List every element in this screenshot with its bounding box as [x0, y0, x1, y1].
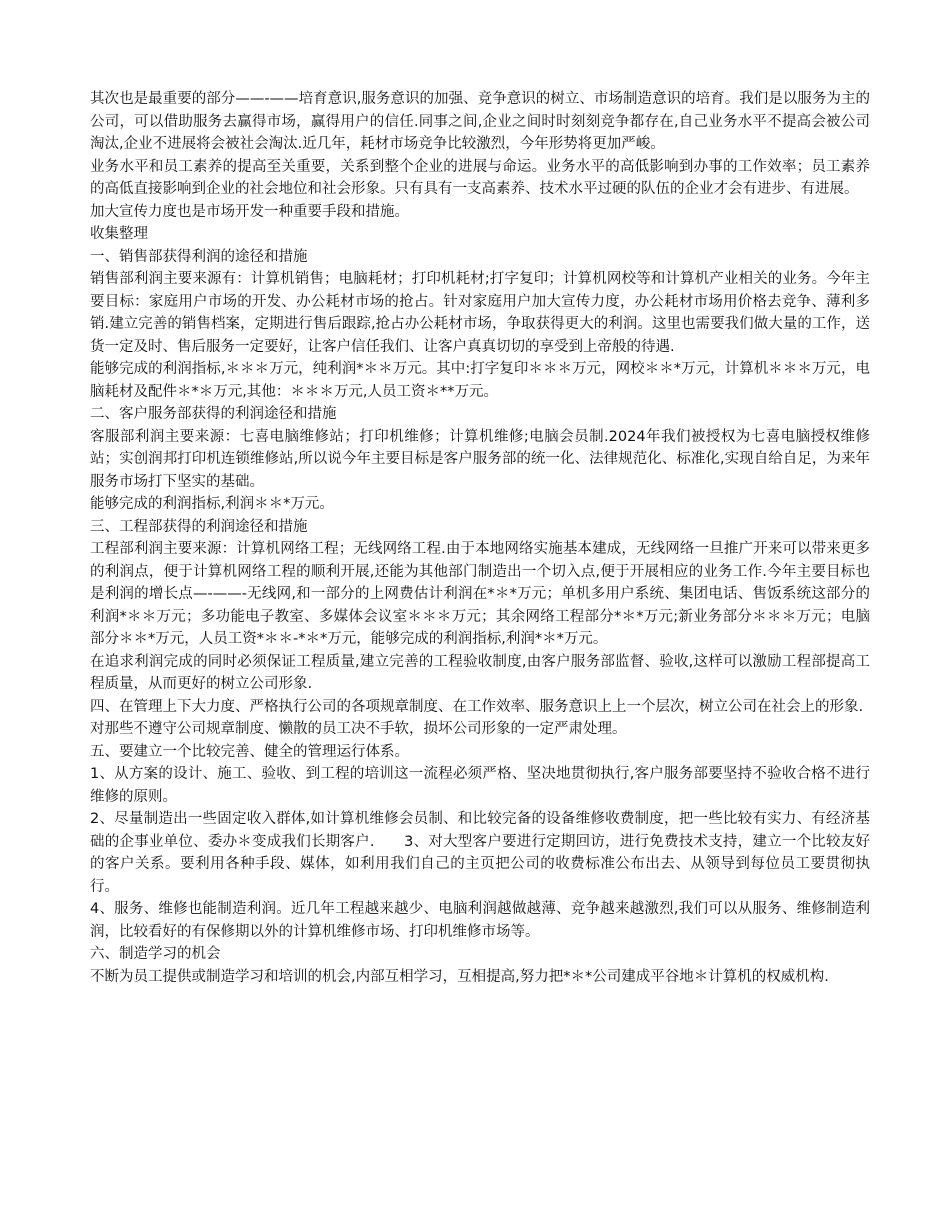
paragraph-staff-quality: 业务水平和员工素养的提高至关重要，关系到整个企业的进展与命运。业务水平的高低影响到办事的工作效率；员工素养的高低直接影响到企业的社会地位和社会形象。只有具有一支高素养、技术水平过硬的队伍的企业才会有进步、有进展。	[90, 158, 870, 197]
paragraph-publicity: 加大宣传力度也是市场开发一种重要手段和措施。	[90, 203, 409, 220]
heading-management-system: 五、要建立一个比较完善、健全的管理运行体系。	[90, 743, 409, 760]
paragraph-sales-targets: 能够完成的利润指标,＊＊＊万元，纯利润*＊＊万元。其中:打字复印＊＊＊万元，网校＊＊*万元，计算机＊＊＊万元，电脑耗材及配件＊*＊万元,其他：＊＊＊万元,人员工资＊**万元。	[90, 361, 870, 400]
list-item-4: 4、服务、维修也能制造利润。近几年工程越来越少、电脑利润越做越薄、竞争越来越激烈,我们可以从服务、维修制造利润，比较看好的有保修期以外的计算机维修市场、打印机维修市场等。	[90, 901, 870, 940]
paragraph-engineering-quality: 在追求利润完成的同时必须保证工程质量,建立完善的工程验收制度,由客户服务部监督、验收,这样可以激励工程部提高工程质量，从而更好的树立公司形象.	[90, 653, 870, 692]
heading-engineering-dept: 三、工程部获得的利润途径和措施	[90, 518, 308, 535]
heading-service-dept: 二、客户服务部获得的利润途径和措施	[90, 406, 337, 422]
paragraph-learning: 不断为员工提供或制造学习和培训的机会,内部互相学习，互相提高,努力把*＊*公司建成平谷地＊计算机的权威机构.	[90, 968, 829, 985]
paragraph-competition-awareness: 其次也是最重要的部分——-——培育意识,服务意识的加强、竞争意识的树立、市场制造意识的培育。我们是以服务为主的公司，可以借助服务去赢得市场，赢得用户的信任.同事之间,企业之间时时刻刻竞争都存在,自己业务水平不提高会被公司淘汰,企业不进展将会被社会淘汰.近几年，耗材市场竞争比较激烈，今年形势将更加严峻。	[90, 91, 870, 152]
paragraph-sales-sources: 销售部利润主要来源有：计算机销售；电脑耗材；打印机耗材;打字复印；计算机网校等和计算机产业相关的业务。今年主要目标：家庭用户市场的开发、办公耗材市场的抢占。针对家庭用户加大宣传力度，办公耗材市场用价格去竞争、薄利多销.建立完善的销售档案，定期进行售后跟踪,抢占办公耗材市场，争取获得更大的利润。这里也需要我们做大量的工作，送货一定及时、售后服务一定要好，让客户信任我们、让客户真真切切的享受到上帝般的待遇.	[90, 271, 870, 355]
paragraph-service-sources: 客服部利润主要来源：七喜电脑维修站；打印机维修；计算机维修;电脑会员制.2024年我们被授权为七喜电脑授权维修站；实创润邦打印机连锁维修站,所以说今年主要目标是客户服务部的统一化、法律规范化、标准化,实现自给自足，为来年服务市场打下坚实的基础。	[90, 428, 870, 490]
document-body	[90, 88, 870, 988]
paragraph-service-targets: 能够完成的利润指标,利润＊＊*万元。	[90, 496, 334, 512]
list-item-2-3: 2、尽量制造出一些固定收入群体,如计算机维修会员制、和比较完备的设备维修收费制度，把一些比较有实力、有经济基础的企事业单位、委办＊变成我们长期客户. 3、对大型客户要进行定期回访，进行免费技术支持，建立一个比较友好的客户关系。要利用各种手段、媒体，如利用我们自己的主页把公司的收费标准公布出去、从领导到每位员工要贯彻执行。	[90, 811, 870, 895]
paragraph-collected: 收集整理	[90, 226, 148, 242]
paragraph-engineering-sources: 工程部利润主要来源：计算机网络工程；无线网络工程.由于本地网络实施基本建成，无线网络一旦推广开来可以带来更多的利润点，便于计算机网络工程的顺利开展,还能为其他部门制造出一个切入点,便于开展相应的业务工作.今年主要目标也是利润的增长点—-——-无线网,和一部分的上网费估计利润在*＊*万元；单机多用户系统、集团电话、售饭系统这部分的利润*＊＊万元；多功能电子教室、多媒体会议室＊＊＊万元；其余网络工程部分*＊*万元;新业务部分＊＊＊万元；电脑部分＊＊*万元，人员工资*＊＊-*＊*万元，能够完成的利润指标,利润*＊*万元。	[90, 541, 870, 647]
heading-learning: 六、制造学习的机会	[90, 946, 221, 962]
list-item-1: 1、从方案的设计、施工、验收、到工程的培训这一流程必须严格、坚决地贯彻执行,客户服务部要坚持不验收合格不进行维修的原则。	[90, 766, 870, 805]
paragraph-discipline: 对那些不遵守公司规章制度、懒散的员工决不手软，损坏公司形象的一定严肃处理。	[90, 721, 627, 737]
heading-sales-dept: 一、销售部获得利润的途径和措施	[90, 248, 308, 265]
heading-management: 四、在管理上下大力度、严格执行公司的各项规章制度、在工作效率、服务意识上上一个层次，树立公司在社会上的形象.	[90, 698, 864, 715]
